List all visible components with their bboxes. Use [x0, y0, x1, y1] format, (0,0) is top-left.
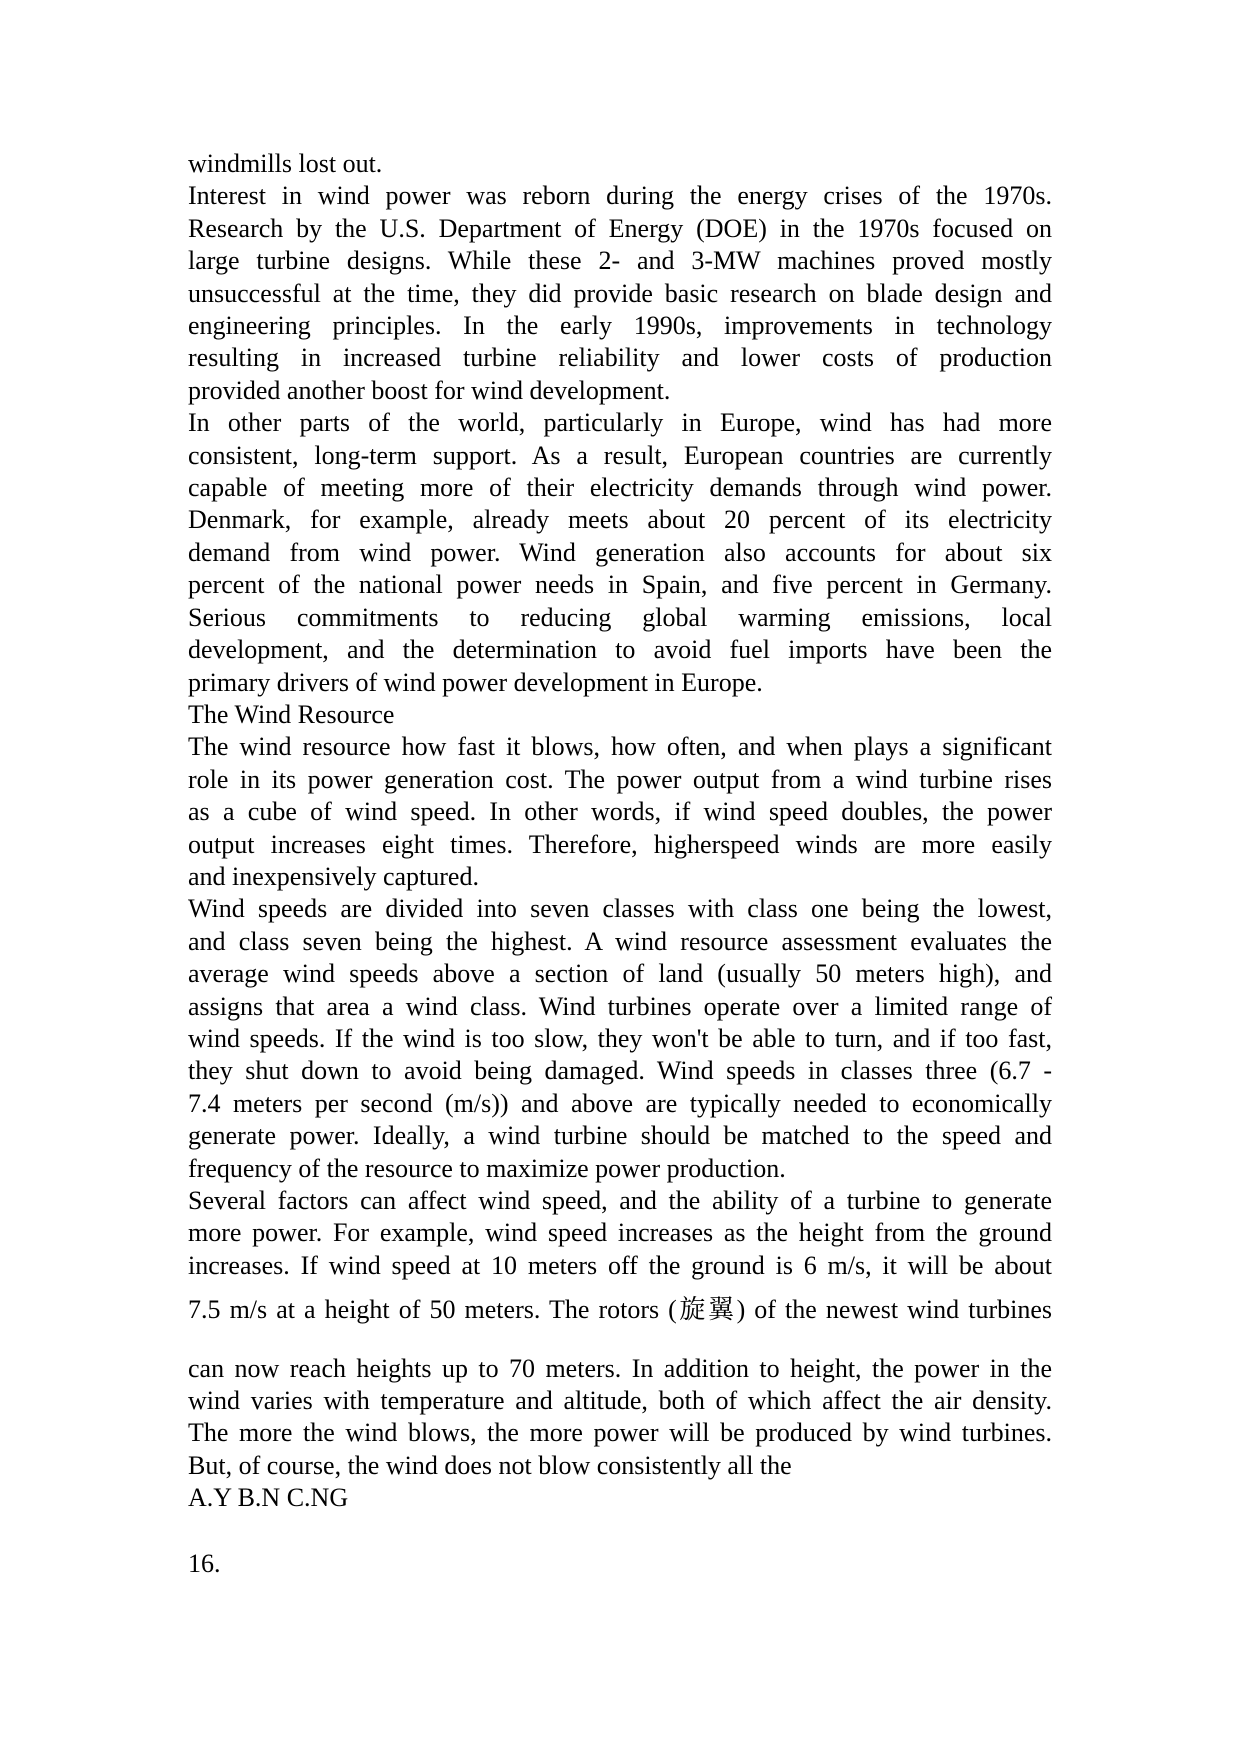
- text-line: The more the wind blows, the more power will be produced by wind turbines.: [188, 1418, 1052, 1448]
- text-line: primary drivers of wind power development in Europe.: [188, 667, 763, 697]
- text-line: average wind speeds above a section of land (usually 50 meters high), and: [188, 959, 1052, 989]
- text-line: Interest in wind power was reborn during the energy crises of the 1970s.: [188, 181, 1052, 211]
- text-line: output increases eight times. Therefore, higherspeed winds are more easily: [188, 829, 1052, 859]
- question-number: 16.: [188, 1548, 221, 1578]
- paragraph-wind-resource-cost: [188, 731, 1052, 893]
- section-heading: The Wind Resource: [188, 699, 395, 729]
- text-line: development, and the determination to avoid fuel imports have been the: [188, 635, 1052, 665]
- text-line: wind varies with temperature and altitude, both of which affect the air density.: [188, 1386, 1052, 1416]
- paragraph-wind-classes: [188, 893, 1052, 1185]
- text-line: unsuccessful at the time, they did provide basic research on blade design and: [188, 278, 1052, 308]
- paragraph-turbine-heights: [188, 1353, 1052, 1483]
- paragraph-interest-reborn: [188, 180, 1052, 407]
- text-line: 7.5 m/s at a height of 50 meters. The rotors (旋翼) of the newest wind turbines: [188, 1295, 1052, 1325]
- paragraph-factors-height: [188, 1185, 1052, 1282]
- question-number-block: [188, 1548, 1052, 1580]
- text-line: resulting in increased turbine reliability and lower costs of production: [188, 343, 1052, 373]
- answer-options: A.Y B.N C.NG: [188, 1483, 349, 1513]
- text-line: Research by the U.S. Department of Energy (DOE) in the 1970s focused on: [188, 213, 1052, 243]
- text-line: increases. If wind speed at 10 meters off the ground is 6 m/s, it will be about: [188, 1250, 1052, 1280]
- text-line: demand from wind power. Wind generation also accounts for about six: [188, 537, 1052, 567]
- text-line: and class seven being the highest. A wind resource assessment evaluates the: [188, 926, 1052, 956]
- text-line: Wind speeds are divided into seven classes with class one being the lowest,: [188, 894, 1052, 924]
- text-line: assigns that area a wind class. Wind turbines operate over a limited range of: [188, 991, 1052, 1021]
- text-line: as a cube of wind speed. In other words, if wind speed doubles, the power: [188, 797, 1052, 827]
- line-rotors-cjk-annotation: [188, 1294, 1052, 1326]
- text-line: percent of the national power needs in Spain, and five percent in Germany.: [188, 570, 1052, 600]
- text-line: 7.4 meters per second (m/s)) and above are typically needed to economically: [188, 1088, 1052, 1118]
- line-answer-options: [188, 1482, 1052, 1514]
- text-line: wind speeds. If the wind is too slow, they won't be able to turn, and if too fast,: [188, 1023, 1052, 1053]
- heading-the-wind-resource: [188, 699, 1052, 731]
- text-line: Several factors can affect wind speed, and the ability of a turbine to generate: [188, 1186, 1052, 1215]
- text-line: Denmark, for example, already meets about 20 percent of its electricity: [188, 505, 1052, 535]
- text-line: But, of course, the wind does not blow consistently all the: [188, 1450, 792, 1480]
- paragraph-windmills-continuation: [188, 148, 1052, 180]
- document-page: [188, 148, 1052, 1580]
- text-line: engineering principles. In the early 1990s, improvements in technology: [188, 311, 1052, 341]
- text-line: capable of meeting more of their electricity demands through wind power.: [188, 473, 1052, 503]
- text-line: they shut down to avoid being damaged. Wind speeds in classes three (6.7 -: [188, 1056, 1052, 1086]
- text-line: consistent, long-term support. As a result, European countries are currently: [188, 440, 1052, 470]
- text-line: frequency of the resource to maximize power production.: [188, 1153, 786, 1183]
- text-line: windmills lost out.: [188, 149, 383, 178]
- text-line: can now reach heights up to 70 meters. In addition to height, the power in the: [188, 1353, 1052, 1383]
- text-line: role in its power generation cost. The power output from a wind turbine rises: [188, 764, 1052, 794]
- text-line: Serious commitments to reducing global warming emissions, local: [188, 602, 1052, 632]
- text-line: The wind resource how fast it blows, how often, and when plays a significant: [188, 732, 1052, 762]
- text-line: large turbine designs. While these 2- and 3-MW machines proved mostly: [188, 246, 1052, 276]
- text-line: provided another boost for wind development.: [188, 375, 671, 405]
- text-line: generate power. Ideally, a wind turbine should be matched to the speed and: [188, 1121, 1052, 1151]
- text-line: more power. For example, wind speed increases as the height from the ground: [188, 1218, 1052, 1248]
- text-line: and inexpensively captured.: [188, 861, 479, 891]
- text-line: In other parts of the world, particularly in Europe, wind has had more: [188, 408, 1052, 438]
- paragraph-europe-support: [188, 407, 1052, 699]
